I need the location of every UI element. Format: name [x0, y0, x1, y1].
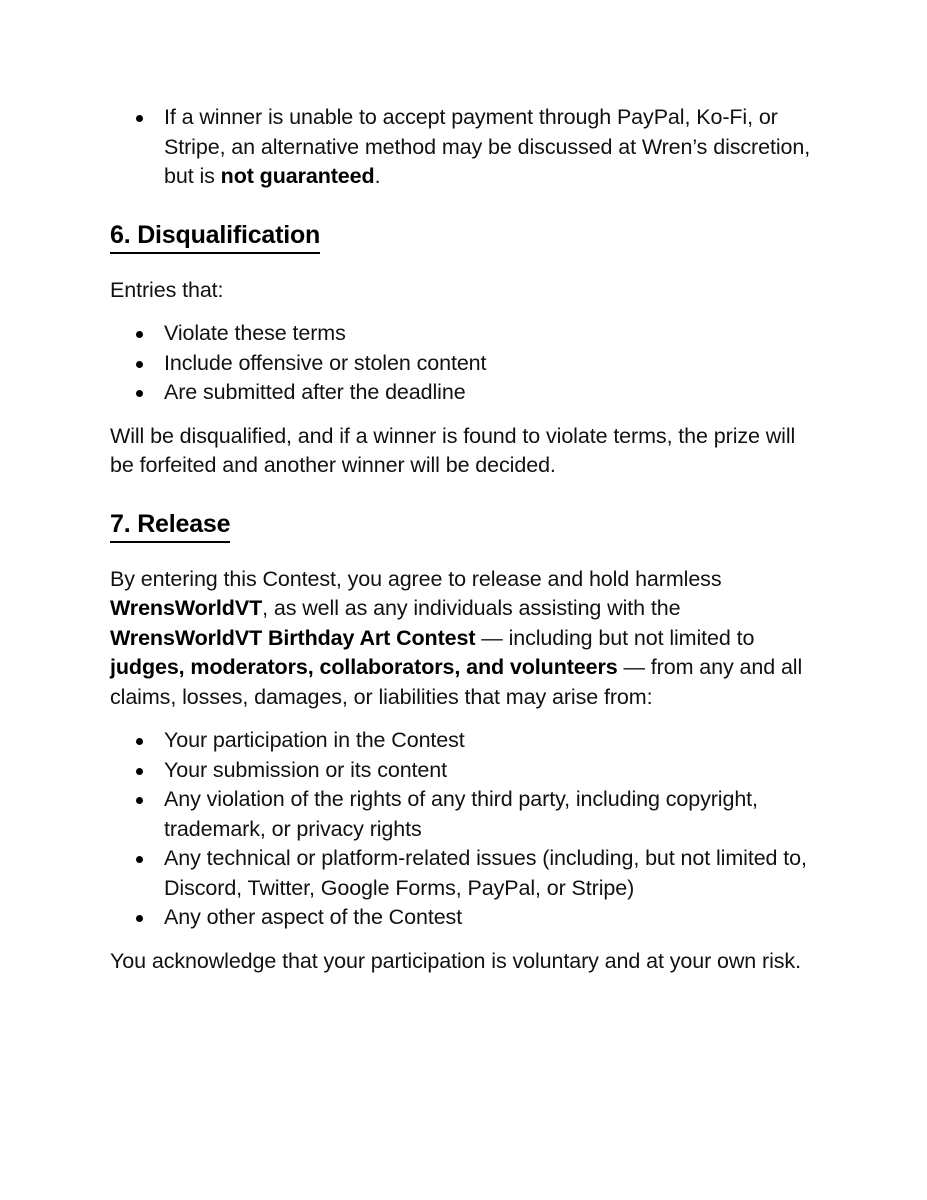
vertical-spacer	[110, 408, 820, 422]
voluntary-risk-paragraph	[110, 947, 820, 977]
list-item	[110, 903, 820, 933]
bullet-icon	[136, 390, 143, 397]
list-item	[110, 756, 820, 786]
text-run: .	[374, 164, 381, 188]
entries-that-paragraph	[110, 276, 820, 306]
document-content	[110, 103, 820, 976]
disqualification-criteria-list	[110, 319, 820, 408]
bullet-icon	[136, 797, 143, 804]
text-run: Any technical or platform-related issues (including, but not limited to, Discord, Twitter, Google Forms, PayPal, or Stripe)	[164, 846, 807, 900]
bullet-icon	[136, 738, 143, 745]
payment-method-list	[110, 103, 820, 192]
list-item	[110, 319, 820, 349]
bullet-icon	[136, 115, 143, 122]
list-item	[110, 726, 820, 756]
vertical-spacer	[110, 712, 820, 726]
text-run: — from any and all claims, losses, damages, or liabilities that may arise from:	[110, 655, 803, 709]
heading-release	[110, 509, 820, 543]
text-run: Any violation of the rights of any third party, including copyright, trademark, or privacy rights	[164, 787, 758, 841]
vertical-spacer	[110, 192, 820, 220]
emphasis-text: WrensWorldVT Birthday Art Contest	[110, 625, 476, 650]
release-paragraph	[110, 565, 820, 713]
text-run: — including but not limited to	[475, 625, 755, 650]
list-item	[110, 378, 820, 408]
section-heading-label: 6. Disqualification	[110, 220, 320, 254]
text-run: Will be disqualified, and if a winner is found to violate terms, the prize will be forfeited and another winner will be decided.	[110, 423, 796, 477]
text-run: You acknowledge that your participation is voluntary and at your own risk.	[110, 948, 801, 973]
disqualification-consequence-paragraph	[110, 422, 820, 481]
text-run: Violate these terms	[164, 321, 346, 345]
bullet-icon	[136, 915, 143, 922]
vertical-spacer	[110, 254, 820, 276]
vertical-spacer	[110, 933, 820, 947]
list-item	[110, 844, 820, 903]
emphasis-text: WrensWorldVT	[110, 596, 263, 620]
release-claims-list	[110, 726, 820, 933]
emphasis-text: not guaranteed	[220, 164, 375, 188]
bullet-icon	[136, 331, 143, 338]
bullet-icon	[136, 856, 143, 863]
list-item	[110, 785, 820, 844]
list-item	[110, 103, 820, 192]
text-run: Include offensive or stolen content	[164, 350, 487, 375]
section-heading-label: 7. Release	[110, 509, 230, 543]
emphasis-text: judges, moderators, collaborators, and volunteers	[110, 655, 618, 679]
vertical-spacer	[110, 305, 820, 319]
text-run: Your participation in the Contest	[164, 728, 465, 752]
bullet-icon	[136, 768, 143, 775]
text-run: Entries that:	[110, 277, 224, 302]
text-run: , as well as any individuals assisting with the	[262, 596, 681, 620]
list-item	[110, 349, 820, 379]
bullet-icon	[136, 361, 143, 368]
text-run: If a winner is unable to accept payment through PayPal, Ko-Fi, or Stripe, an alternative method may be discussed at Wren’s discretion, but is	[164, 105, 811, 188]
text-run: Are submitted after the deadline	[164, 380, 466, 404]
text-run: Any other aspect of the Contest	[164, 905, 463, 929]
vertical-spacer	[110, 543, 820, 565]
heading-disqualification	[110, 220, 820, 254]
text-run: By entering this Contest, you agree to release and hold harmless	[110, 566, 722, 591]
text-run: Your submission or its content	[164, 757, 448, 782]
vertical-spacer	[110, 481, 820, 509]
